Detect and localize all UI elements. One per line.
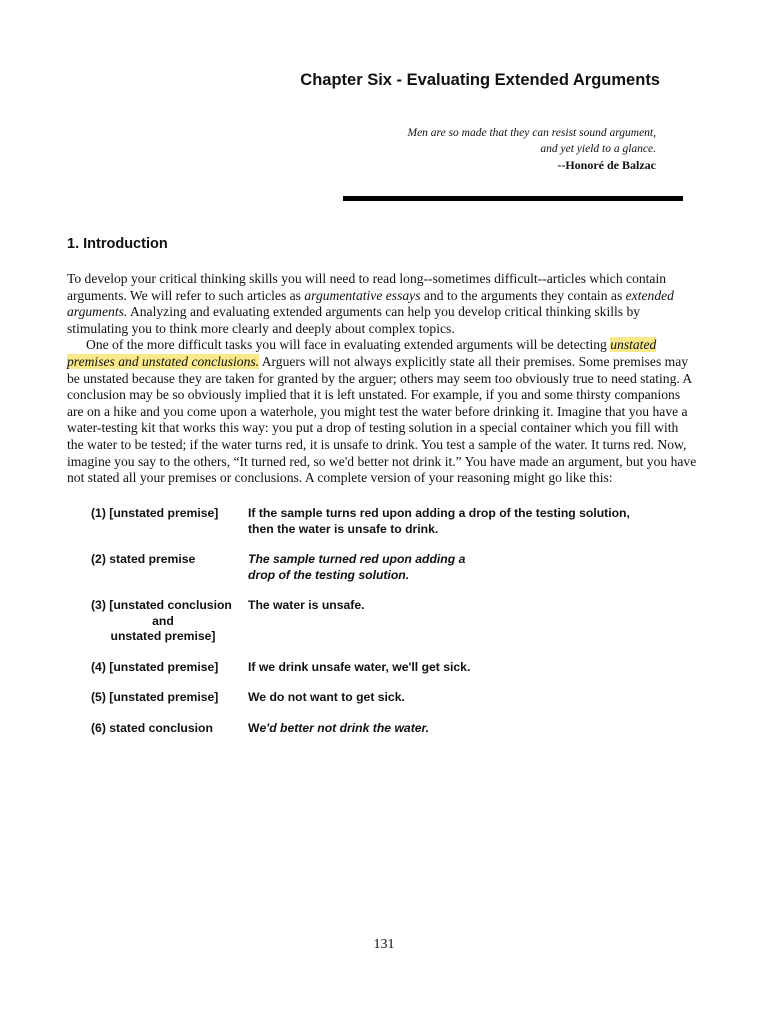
step-2-label: (2) stated premise (91, 552, 196, 566)
step-3-label-line-2: and (152, 613, 174, 628)
section-heading: 1. Introduction (67, 236, 168, 252)
step-3-text: The water is unsafe. (248, 598, 365, 612)
step-2-text (248, 552, 691, 583)
epigraph-line-2: and yet yield to a glance. (540, 143, 656, 155)
step-2-text-line-2: drop of the testing solution. (248, 567, 410, 582)
paragraph-1-italic-1: argumentative essays (304, 287, 421, 303)
paragraph-2-part-2: Arguers will not always explicitly state all their premises. Some premises may be unstated because they are taken for granted by the arguer; others may seem too obviously true to need stating. A conclusion may be so obviously implied that it is left unstated. For example, if you and some thirsty companions are on a hike and you come upon a waterhole, you might test the water before drinking it. Imagine that you have a water-testing kit that works this way: you put a drop of testing solution in a special container which you fill with the water to be tested; if the water turns red, it is unsafe to drink. You test a sample of the water. It turns red. Now, imagine you say to the others, “It turned red, so we'd better not drink it.” You have made an argument, but you have not stated all your premises or conclusions. A complete version of your reasoning might go like this: (67, 353, 697, 486)
argument-step-4 (91, 660, 691, 676)
step-5-label: (5) [unstated premise] (91, 690, 219, 704)
argument-step-6 (91, 721, 691, 737)
step-6-text (248, 721, 691, 737)
step-1-label: (1) [unstated premise] (91, 506, 219, 520)
step-2-text-line-1: The sample turned red upon adding a (248, 552, 466, 566)
step-4-label: (4) [unstated premise] (91, 659, 219, 674)
chapter-title: Chapter Six - Evaluating Extended Arguments (300, 71, 660, 89)
paragraph-2-part-1: One of the more difficult tasks you will face in evaluating extended arguments will be detecting (86, 337, 611, 353)
argument-steps (91, 506, 691, 736)
step-3-label-line-3: unstated premise] (110, 629, 216, 643)
step-5-text: We do not want to get sick. (248, 690, 405, 704)
epigraph-author: --Honoré de Balzac (557, 158, 656, 172)
step-1-text (248, 506, 691, 537)
epigraph-line-1: Men are so made that they can resist sound argument, (407, 127, 656, 139)
highlighted-text: unstated premises and unstated conclusions. (67, 337, 657, 369)
argument-step-2 (91, 552, 691, 583)
argument-step-1 (91, 506, 691, 537)
step-3-label (91, 598, 248, 645)
step-1-text-line-2: then the water is unsafe to drink. (248, 521, 439, 536)
paragraph-1-part-1: To develop your critical thinking skills you will need to read long--sometimes difficult--articles which contain arguments. We will refer to such articles as (67, 271, 667, 303)
paragraph-1 (67, 271, 697, 337)
divider-rule (343, 196, 683, 201)
paragraph-1-italic-2: extended arguments. (67, 287, 674, 320)
paragraph-1-part-2: and to the arguments they contain as (420, 287, 626, 303)
epigraph (330, 125, 656, 173)
argument-step-5 (91, 690, 691, 706)
step-6-text-rest: e'd better not drink the water. (259, 720, 430, 735)
step-6-text-prefix: W (248, 720, 260, 735)
step-1-text-line-1: If the sample turns red upon adding a drop of the testing solution, (248, 506, 630, 520)
body-text (67, 271, 697, 487)
argument-step-3 (91, 598, 691, 645)
step-6-label: (6) stated conclusion (91, 720, 213, 735)
step-3-label-line-1: (3) [unstated conclusion (91, 598, 232, 612)
page-number: 131 (373, 937, 395, 952)
step-4-text: If we drink unsafe water, we'll get sick. (248, 659, 471, 674)
paragraph-1-part-3: Analyzing and evaluating extended arguments can help you develop critical thinking skills by stimulating you to think more clearly and deeply about complex topics. (67, 304, 641, 336)
paragraph-2 (67, 337, 697, 486)
